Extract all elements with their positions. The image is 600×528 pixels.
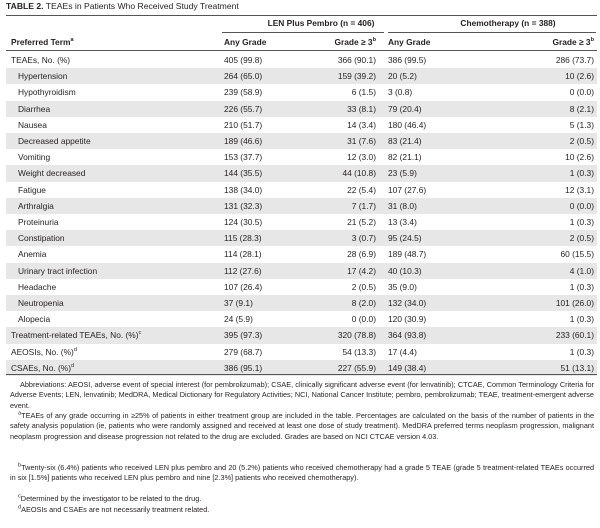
cell-chemo-any-grade: 20 (5.2) xyxy=(388,71,417,82)
cell-len-grade3: 227 (55.9) xyxy=(337,362,376,373)
footnote-d: $^d$AEOSIs and CSAEs are not necessarily treatment related. xyxy=(18,504,210,514)
cell-chemo-grade3: 1 (0.3) xyxy=(569,346,594,357)
cell-preferred-term: Weight decreased xyxy=(18,168,86,179)
cell-preferred-term: AEOSIs, No. (%)$^d$ xyxy=(11,346,77,357)
cell-chemo-grade3: 2 (0.5) xyxy=(569,233,594,244)
cell-chemo-any-grade: 17 (4.4) xyxy=(388,346,417,357)
header-rule xyxy=(6,50,597,51)
group-underline-chemotherapy xyxy=(388,32,596,33)
cell-preferred-term: Arthralgia xyxy=(18,200,54,211)
cell-len-any-grade: 226 (55.7) xyxy=(224,103,263,114)
cell-chemo-any-grade: 107 (27.6) xyxy=(388,184,427,195)
table-caption xyxy=(6,1,239,11)
cell-chemo-any-grade: 180 (46.4) xyxy=(388,119,427,130)
cell-len-grade3: 54 (13.3) xyxy=(342,346,376,357)
table-row xyxy=(6,311,597,327)
top-rule xyxy=(6,15,597,16)
table-row xyxy=(6,344,597,360)
cell-chemo-grade3: 0 (0.0) xyxy=(569,87,594,98)
cell-preferred-term: Anemia xyxy=(18,249,47,260)
cell-chemo-any-grade: 95 (24.5) xyxy=(388,233,422,244)
cell-chemo-any-grade: 364 (93.8) xyxy=(388,330,427,341)
footnote-b: $^b$Twenty-six (6.4%) patients who received LEN plus pembro and 20 (5.2%) patients who received chemotherapy had a grade 5 TEAE (grade 5 treatment-related TEAEs occurred in six [1.5%] patients who received LEN plus pembro and nine [2.3%] patients who received chemotherapy). xyxy=(10,462,594,483)
cell-preferred-term: Headache xyxy=(18,281,57,292)
cell-len-any-grade: 112 (27.6) xyxy=(224,265,262,276)
footnote-a: $^a$TEAEs of any grade occurring in ≥25% of patients in either treatment group are included in the table. Percentages are calculated on the basis of the number of patients in the safety analysis population (ie, patients who were randomly assigned and received at least one dose of study treatment). MedDRA preferred terms neoplasm progression, malignant neoplasm progression and disease progression not related to the drug are excluded. Grades are based on NCI CTCAE version 4.03. xyxy=(10,410,594,441)
table-row xyxy=(6,182,597,198)
group-header-chemotherapy: Chemotherapy (n = 388) xyxy=(460,18,556,28)
cell-chemo-any-grade: 83 (21.4) xyxy=(388,136,422,146)
cell-chemo-any-grade: 40 (10.3) xyxy=(388,265,422,276)
cell-len-grade3: 28 (6.9) xyxy=(347,249,376,260)
cell-chemo-grade3: 1 (0.3) xyxy=(569,217,594,227)
cell-chemo-grade3: 8 (2.1) xyxy=(569,103,594,114)
table-row xyxy=(6,149,597,165)
cell-len-any-grade: 405 (99.8) xyxy=(224,55,263,65)
cell-chemo-any-grade: 82 (21.1) xyxy=(388,152,422,163)
table-row xyxy=(6,84,597,100)
cell-len-grade3: 14 (3.4) xyxy=(347,119,376,130)
cell-chemo-grade3: 1 (0.3) xyxy=(569,314,594,325)
cell-chemo-any-grade: 13 (3.4) xyxy=(388,217,417,227)
cell-len-any-grade: 115 (28.3) xyxy=(224,233,262,244)
cell-len-any-grade: 395 (97.3) xyxy=(224,330,263,341)
cell-len-grade3: 7 (1.7) xyxy=(351,200,376,211)
table-row xyxy=(6,198,597,214)
cell-preferred-term: Diarrhea xyxy=(18,103,51,114)
column-header-preferred-term: Preferred Term$^a$ xyxy=(11,37,74,47)
cell-preferred-term: Nausea xyxy=(18,119,47,130)
cell-chemo-grade3: 5 (1.3) xyxy=(569,119,594,130)
cell-chemo-grade3: 286 (73.7) xyxy=(555,55,594,65)
cell-len-grade3: 8 (2.0) xyxy=(351,298,376,308)
cell-len-any-grade: 107 (26.4) xyxy=(224,281,263,292)
cell-preferred-term: Urinary tract infection xyxy=(18,265,98,276)
column-header-len-grade3: Grade ≥ $3^b$ xyxy=(334,37,376,47)
cell-preferred-term: CSAEs, No. (%)$^d$ xyxy=(11,362,75,373)
column-header-chemo-any-grade: Any Grade xyxy=(388,37,431,47)
cell-len-any-grade: 386 (95.1) xyxy=(224,362,263,373)
cell-len-grade3: 0 (0.0) xyxy=(351,314,376,325)
cell-chemo-any-grade: 31 (8.0) xyxy=(388,200,417,211)
column-header-len-any-grade: Any Grade xyxy=(224,37,267,47)
table-row xyxy=(6,214,597,230)
table-row xyxy=(6,230,597,246)
cell-preferred-term: TEAEs, No. (%) xyxy=(11,55,71,65)
cell-chemo-grade3: 60 (15.5) xyxy=(560,249,594,260)
table-title: TEAEs in Patients Who Received Study Treatment xyxy=(45,1,239,11)
cell-len-grade3: 17 (4.2) xyxy=(347,265,376,276)
footnote-c: $^c$Determined by the investigator to be related to the drug. xyxy=(18,493,202,503)
cell-chemo-grade3: 1 (0.3) xyxy=(569,281,594,292)
cell-preferred-term: Decreased appetite xyxy=(18,136,91,146)
table-row xyxy=(6,327,597,343)
cell-preferred-term: Constipation xyxy=(18,233,65,244)
table-row xyxy=(6,263,597,279)
cell-chemo-grade3: 233 (60.1) xyxy=(555,330,594,341)
cell-len-any-grade: 37 (9.1) xyxy=(224,298,253,308)
cell-len-any-grade: 131 (32.3) xyxy=(224,200,263,211)
cell-len-grade3: 6 (1.5) xyxy=(351,87,376,98)
cell-chemo-any-grade: 132 (34.0) xyxy=(388,298,427,308)
cell-len-any-grade: 279 (68.7) xyxy=(224,346,263,357)
table-row xyxy=(6,246,597,262)
cell-len-grade3: 366 (90.1) xyxy=(337,55,376,65)
cell-len-grade3: 21 (5.2) xyxy=(347,217,376,227)
table-number: TABLE 2. xyxy=(6,1,44,11)
cell-chemo-any-grade: 79 (20.4) xyxy=(388,103,422,114)
cell-chemo-grade3: 12 (3.1) xyxy=(565,184,594,195)
cell-len-grade3: 12 (3.0) xyxy=(347,152,376,163)
footnote-abbreviations: Abbreviations: AEOSI, adverse event of special interest (for pembrolizumab); CSAE, clinically significant adverse event (for lenvatinib); CTCAE, Common Terminology Criteria for Adverse Events; LEN, lenvatinib; MedDRA, Medical Dictionary for Regulatory Activities; NCI, National Cancer Institute; pembro, pembrolizumab; TEAE, treatment-emergent adverse event. xyxy=(10,380,594,410)
table-row xyxy=(6,52,597,68)
cell-chemo-grade3: 1 (0.3) xyxy=(569,168,594,179)
cell-preferred-term: Alopecia xyxy=(18,314,51,325)
cell-len-grade3: 159 (39.2) xyxy=(337,71,376,82)
cell-len-grade3: 3 (0.7) xyxy=(351,233,376,244)
cell-chemo-any-grade: 189 (48.7) xyxy=(388,249,427,260)
cell-preferred-term: Treatment-related TEAEs, No. (%)$^c$ xyxy=(11,330,142,341)
cell-chemo-grade3: 2 (0.5) xyxy=(569,136,594,146)
group-header-len-pembro: LEN Plus Pembro (n = 406) xyxy=(267,18,375,28)
cell-len-any-grade: 239 (58.9) xyxy=(224,87,263,98)
cell-preferred-term: Neutropenia xyxy=(18,298,64,308)
cell-chemo-grade3: 0 (0.0) xyxy=(569,200,594,211)
column-header-chemo-grade3: Grade ≥ $3^b$ xyxy=(552,37,594,47)
cell-chemo-grade3: 10 (2.6) xyxy=(565,71,594,82)
cell-chemo-grade3: 4 (1.0) xyxy=(569,265,594,276)
cell-chemo-any-grade: 23 (5.9) xyxy=(388,168,417,179)
cell-len-grade3: 320 (78.8) xyxy=(337,330,376,341)
cell-len-grade3: 22 (5.4) xyxy=(347,184,376,195)
cell-len-grade3: 44 (10.8) xyxy=(342,168,376,179)
cell-preferred-term: Hypertension xyxy=(18,71,68,82)
cell-preferred-term: Hypothyroidism xyxy=(18,87,76,98)
cell-len-any-grade: 24 (5.9) xyxy=(224,314,253,325)
cell-chemo-any-grade: 120 (30.9) xyxy=(388,314,427,325)
table-row xyxy=(6,295,597,311)
cell-preferred-term: Fatigue xyxy=(18,184,46,195)
group-underline-len-pembro xyxy=(222,32,384,33)
cell-len-any-grade: 210 (51.7) xyxy=(224,119,263,130)
cell-len-any-grade: 114 (28.1) xyxy=(224,249,262,260)
cell-len-any-grade: 138 (34.0) xyxy=(224,184,263,195)
cell-len-grade3: 2 (0.5) xyxy=(351,281,376,292)
cell-chemo-grade3: 51 (13.1) xyxy=(560,362,594,373)
cell-preferred-term: Vomiting xyxy=(18,152,51,163)
bottom-rule xyxy=(6,374,597,375)
cell-len-any-grade: 144 (35.5) xyxy=(224,168,263,179)
cell-len-any-grade: 124 (30.5) xyxy=(224,217,263,227)
cell-chemo-grade3: 10 (2.6) xyxy=(565,152,594,163)
cell-chemo-grade3: 101 (26.0) xyxy=(555,298,594,308)
cell-len-grade3: 31 (7.6) xyxy=(347,136,376,146)
table-row xyxy=(6,133,597,149)
cell-len-any-grade: 153 (37.7) xyxy=(224,152,263,163)
cell-len-any-grade: 189 (46.6) xyxy=(224,136,263,146)
table-row xyxy=(6,165,597,181)
table-row xyxy=(6,68,597,84)
cell-chemo-any-grade: 35 (9.0) xyxy=(388,281,417,292)
table-row xyxy=(6,117,597,133)
cell-chemo-any-grade: 386 (99.5) xyxy=(388,55,427,65)
cell-chemo-any-grade: 149 (38.4) xyxy=(388,362,427,373)
cell-len-grade3: 33 (8.1) xyxy=(347,103,376,114)
cell-chemo-any-grade: 3 (0.8) xyxy=(388,87,413,98)
cell-preferred-term: Proteinuria xyxy=(18,217,59,227)
cell-len-any-grade: 264 (65.0) xyxy=(224,71,263,82)
table-row xyxy=(6,101,597,117)
table-row xyxy=(6,279,597,295)
